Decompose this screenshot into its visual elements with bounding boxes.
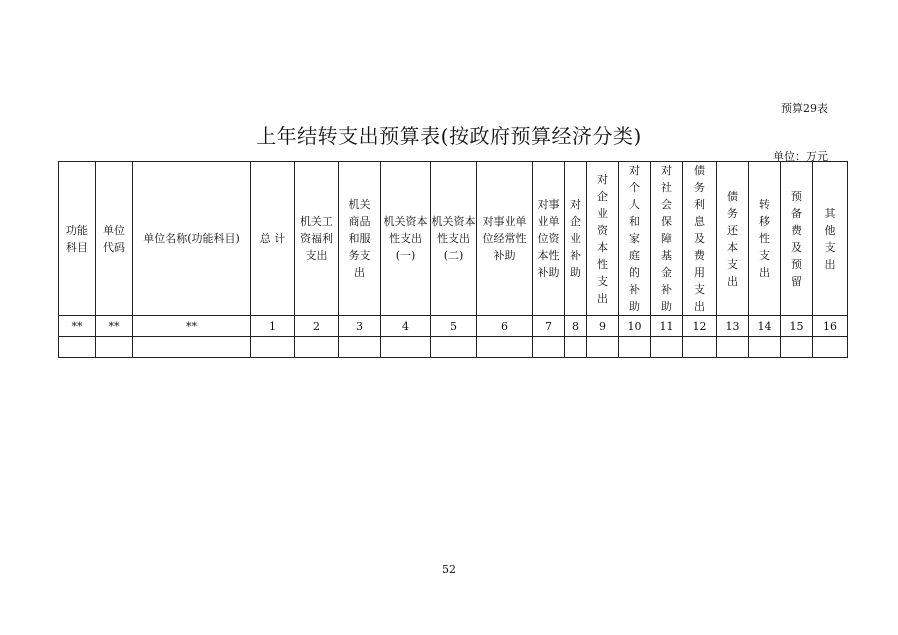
col-header-12: 债务还本支出 xyxy=(717,162,749,316)
col-header-9: 对个人和家庭的补助 xyxy=(619,162,651,316)
table-cell: 10 xyxy=(619,316,651,337)
budget-table xyxy=(58,161,848,358)
table-cell: 5 xyxy=(431,316,477,337)
empty-cell xyxy=(565,337,587,358)
empty-cell xyxy=(651,337,683,358)
empty-cell xyxy=(295,337,339,358)
table-cell: 1 xyxy=(251,316,295,337)
header-row xyxy=(59,162,848,316)
empty-cell xyxy=(59,337,96,358)
empty-cell xyxy=(133,337,251,358)
empty-cell xyxy=(619,337,651,358)
empty-cell xyxy=(477,337,533,358)
index-row xyxy=(59,316,848,337)
table-cell: 6 xyxy=(477,316,533,337)
empty-cell xyxy=(96,337,133,358)
table-cell: 4 xyxy=(381,316,431,337)
col-header-3: 机关资本性支出(一) xyxy=(381,162,431,316)
col-header-4: 机关资本性支出(二) xyxy=(431,162,477,316)
empty-cell xyxy=(533,337,565,358)
col-header-1: 机关工资福利支出 xyxy=(295,162,339,316)
page-number: 52 xyxy=(442,563,456,576)
table-cell: 2 xyxy=(295,316,339,337)
col-header-total: 总 计 xyxy=(251,162,295,316)
empty-cell xyxy=(813,337,848,358)
empty-cell xyxy=(431,337,477,358)
table-cell: ** xyxy=(96,316,133,337)
form-number: 预算29表 xyxy=(781,102,828,115)
empty-cell xyxy=(683,337,717,358)
table-cell: 15 xyxy=(781,316,813,337)
col-header-function-subject: 功能科目 xyxy=(59,162,96,316)
col-header-unit-name: 单位名称(功能科目) xyxy=(133,162,251,316)
empty-cell xyxy=(749,337,781,358)
empty-cell xyxy=(781,337,813,358)
table-cell: 11 xyxy=(651,316,683,337)
col-header-13: 转移性支出 xyxy=(749,162,781,316)
table-cell: 14 xyxy=(749,316,781,337)
empty-row xyxy=(59,337,848,358)
page-title: 上年结转支出预算表(按政府预算经济分类) xyxy=(256,124,642,148)
col-header-6: 对事业单位资本性补助 xyxy=(533,162,565,316)
empty-cell xyxy=(339,337,381,358)
table-cell: 16 xyxy=(813,316,848,337)
col-header-7: 对企业补助 xyxy=(565,162,587,316)
col-header-10: 对社会保障基金补助 xyxy=(651,162,683,316)
table-cell: 3 xyxy=(339,316,381,337)
col-header-5: 对事业单位经常性补助 xyxy=(477,162,533,316)
table-cell: 8 xyxy=(565,316,587,337)
col-header-11: 债务利息及费用支出 xyxy=(683,162,717,316)
table-cell: 7 xyxy=(533,316,565,337)
empty-cell xyxy=(251,337,295,358)
col-header-15: 其他支出 xyxy=(813,162,848,316)
table-cell: ** xyxy=(133,316,251,337)
table-cell: 12 xyxy=(683,316,717,337)
col-header-8: 对企业资本性支出 xyxy=(587,162,619,316)
table-cell: 9 xyxy=(587,316,619,337)
table-cell: ** xyxy=(59,316,96,337)
col-header-2: 机关商品和服务支出 xyxy=(339,162,381,316)
empty-cell xyxy=(587,337,619,358)
unit-label: 单位：万元 xyxy=(773,150,828,163)
empty-cell xyxy=(381,337,431,358)
table-cell: 13 xyxy=(717,316,749,337)
col-header-unit-code: 单位代码 xyxy=(96,162,133,316)
empty-cell xyxy=(717,337,749,358)
col-header-14: 预备费及预留 xyxy=(781,162,813,316)
